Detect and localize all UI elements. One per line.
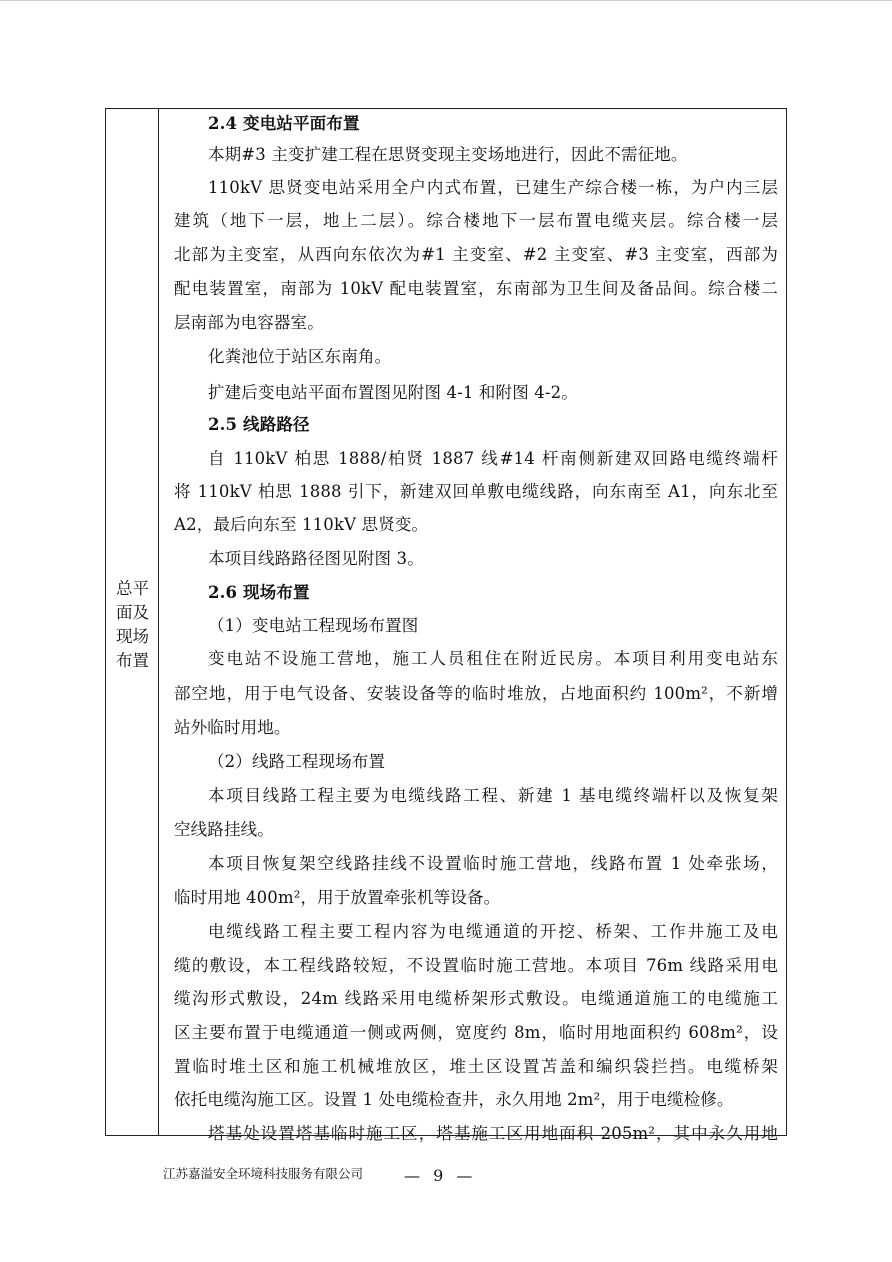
text-line: 站外临时用地。 xyxy=(174,718,291,737)
text-line: 空线路挂线。 xyxy=(174,820,274,839)
footer-company: 江苏嘉溢安全环境科技服务有限公司 xyxy=(163,1166,364,1181)
text-line: 区主要布置于电缆通道一侧或两侧，宽度约 8m，临时用地面积约 608m²，设 xyxy=(174,1023,778,1042)
text-line: 本项目线路工程主要为电缆线路工程、新建 1 基电缆终端杆以及恢复架 xyxy=(208,786,778,805)
text-line: 化粪池位于站区东南角。 xyxy=(208,347,392,366)
text-line: 本项目恢复架空线路挂线不设置临时施工营地，线路布置 1 处牵张场， xyxy=(208,854,778,873)
text-line: 本项目线路路径图见附图 3。 xyxy=(208,549,424,568)
text-line: 将 110kV 柏思 1888 引下，新建双回单敷电缆线路，向东南至 A1，向东北至 xyxy=(174,482,778,501)
text-line: 建筑（地下一层，地上二层）。综合楼地下一层布置电缆夹层。综合楼一层 xyxy=(174,211,778,230)
text-line: 北部为主变室，从西向东依次为#1 主变室、#2 主变室、#3 主变室，西部为 xyxy=(174,245,778,264)
text-line: 依托电缆沟施工区。设置 1 处电缆检查井，永久用地 2m²，用于电缆检修。 xyxy=(174,1090,734,1109)
section-label-line: 面及 xyxy=(116,603,149,622)
section-label-cell xyxy=(106,109,159,1135)
text-line: 本期#3 主变扩建工程在思贤变现主变场地进行，因此不需征地。 xyxy=(208,145,688,164)
text-line: 配电装置室，南部为 10kV 配电装置室，东南部为卫生间及备品间。综合楼二 xyxy=(174,279,778,298)
text-line: 自 110kV 柏思 1888/柏贤 1887 线#14 杆南侧新建双回路电缆终端杆 xyxy=(208,449,778,468)
text-line: （2）线路工程现场布置 xyxy=(208,752,386,771)
section-heading: 2.5 线路路径 xyxy=(208,415,310,434)
text-line: 临时用地 400m²，用于放置牵张机等设备。 xyxy=(174,888,501,907)
text-line: 电缆线路工程主要工程内容为电缆通道的开挖、桥架、工作井施工及电 xyxy=(208,922,778,941)
text-line: 塔基处设置塔基临时施工区，塔基施工区用地面积 205m²，其中永久用地 xyxy=(208,1124,778,1143)
text-line: 变电站不设施工营地，施工人员租住在附近民房。本项目利用变电站东 xyxy=(208,649,778,668)
text-line: A2，最后向东至 110kV 思贤变。 xyxy=(174,515,429,534)
section-label-line: 现场 xyxy=(116,627,149,646)
text-line: （1）变电站工程现场布置图 xyxy=(208,616,419,635)
text-line: 缆沟形式敷设，24m 线路采用电缆桥架形式敷设。电缆通道施工的电缆施工 xyxy=(174,989,778,1008)
text-line: 缆的敷设，本工程线路较短，不设置临时施工营地。本项目 76m 线路采用电 xyxy=(174,956,778,975)
text-line: 部空地，用于电气设备、安装设备等的临时堆放，占地面积约 100m²，不新增 xyxy=(174,684,778,703)
text-line: 置临时堆土区和施工机械堆放区，堆土区设置苫盖和编织袋拦挡。电缆桥架 xyxy=(174,1057,778,1076)
text-line: 扩建后变电站平面布置图见附图 4-1 和附图 4-2。 xyxy=(208,383,578,402)
page-number: — 9 — xyxy=(404,1166,477,1185)
section-label-line: 总平 xyxy=(116,579,149,598)
content-table xyxy=(105,108,787,1143)
text-line: 110kV 思贤变电站采用全户内式布置，已建生产综合楼一栋，为户内三层 xyxy=(208,178,778,197)
text-line: 层南部为电容器室。 xyxy=(174,313,324,332)
section-heading: 2.6 现场布置 xyxy=(208,583,310,602)
top-rule xyxy=(0,0,892,1)
section-label-line: 布置 xyxy=(116,651,149,670)
section-label xyxy=(106,577,159,673)
section-heading: 2.4 变电站平面布置 xyxy=(208,114,360,133)
